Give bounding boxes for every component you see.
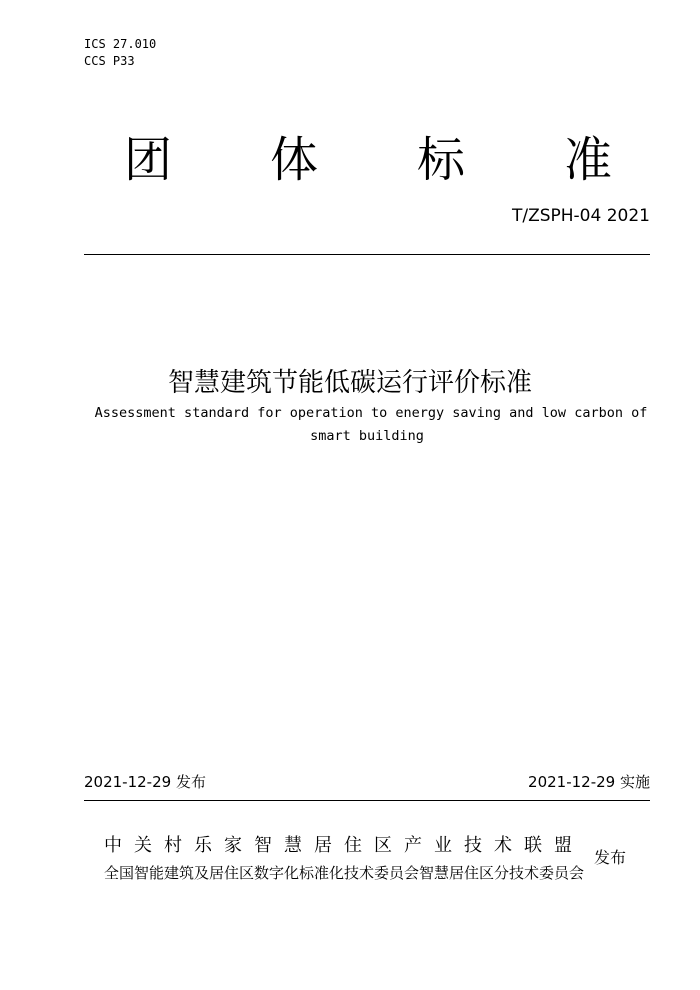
standard-number: T/ZSPH-04 2021 [511, 206, 650, 226]
header-divider [84, 254, 650, 255]
ics-code: ICS 27.010 [84, 37, 157, 51]
document-type-title [84, 130, 650, 194]
issuer-organization-1: 中关村乐家智慧居住区产业技术联盟 [104, 835, 584, 856]
title-char-2: 体 [270, 132, 319, 188]
ccs-code: CCS P33 [84, 54, 135, 68]
title-char-4: 准 [564, 132, 613, 188]
publish-date: 2021-12-29 发布 [84, 773, 206, 791]
title-char-3: 标 [417, 132, 466, 188]
standard-title-english-line2: smart building [310, 428, 424, 444]
issuer-organization-2: 全国智能建筑及居住区数字化标准化技术委员会智慧居住区分技术委员会 [104, 864, 585, 882]
title-char-1: 团 [124, 132, 173, 188]
footer-divider [84, 800, 650, 801]
standard-title-chinese: 智慧建筑节能低碳运行评价标准 [167, 368, 532, 398]
standard-title-english-line1: Assessment standard for operation to energy saving and low carbon of [94, 405, 648, 421]
implementation-date: 2021-12-29 实施 [528, 773, 650, 791]
issue-label: 发布 [594, 848, 627, 867]
